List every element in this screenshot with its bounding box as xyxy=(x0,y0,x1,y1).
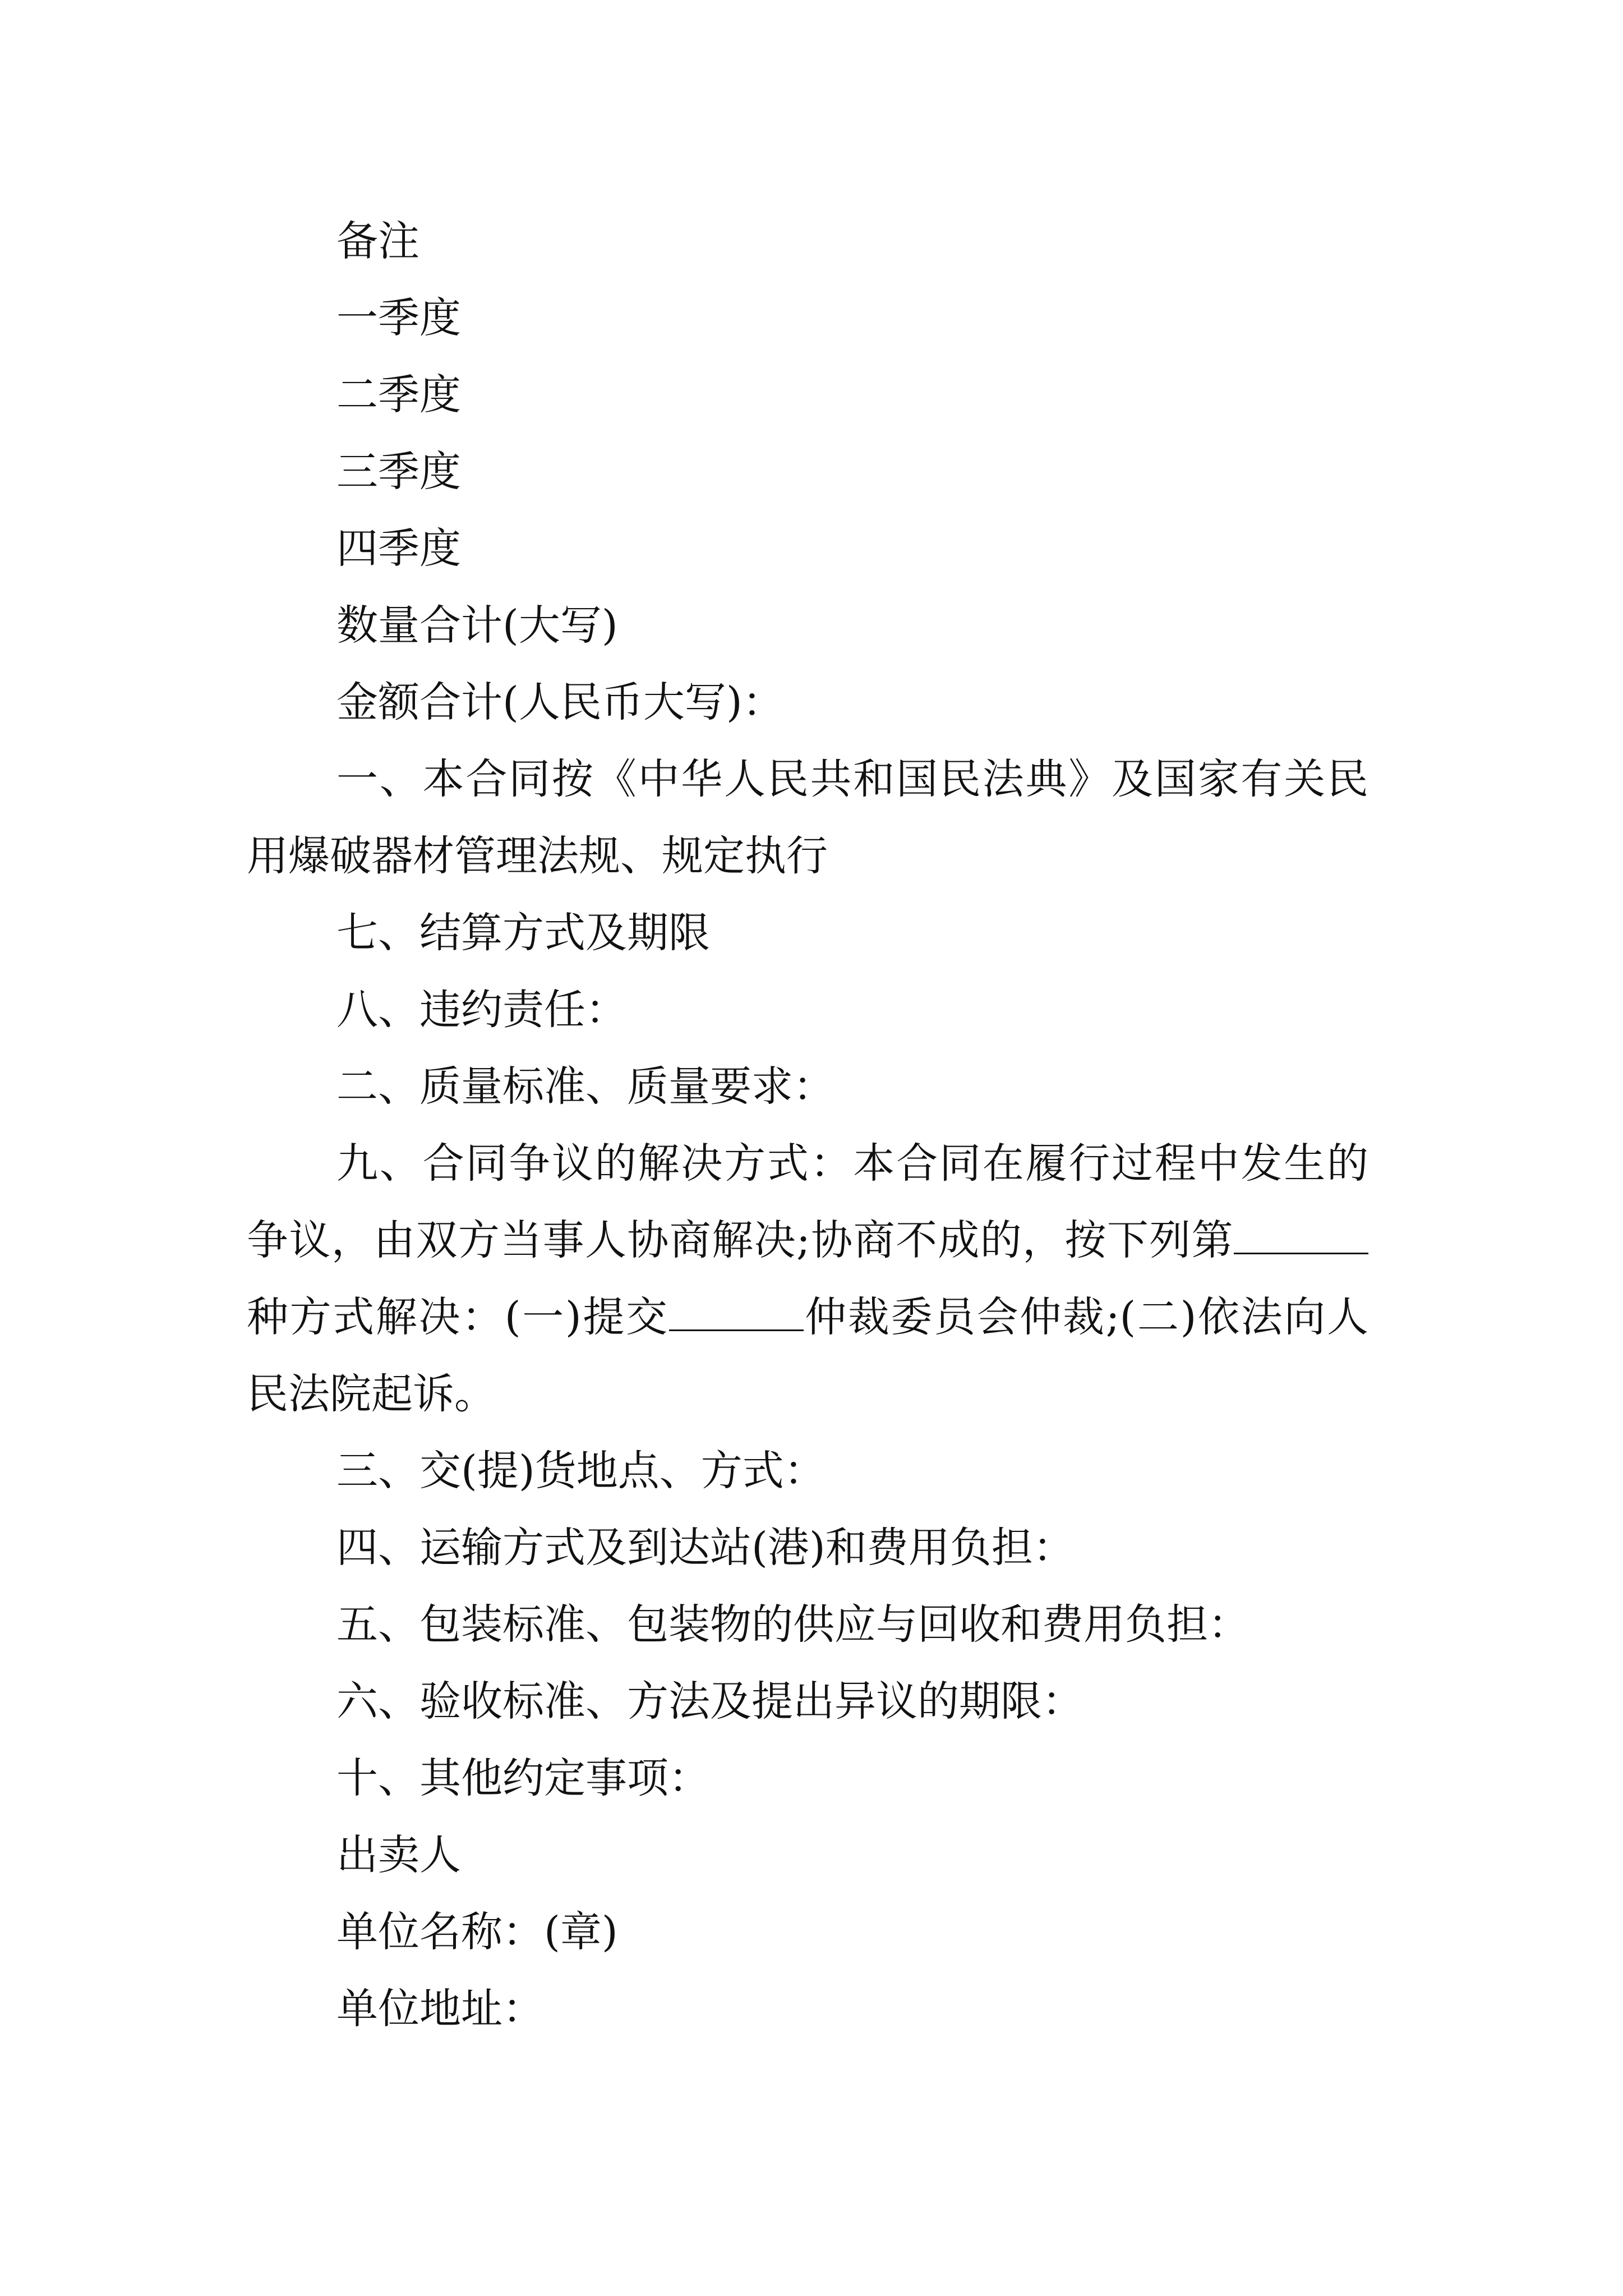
quarter-3-label: 三季度 xyxy=(336,448,461,496)
clause-10: 十、其他约定事项： xyxy=(336,1754,710,1802)
quantity-total-label: 数量合计(大写) xyxy=(336,601,618,650)
seller-title: 出卖人 xyxy=(336,1831,461,1879)
clause-1: 一、本合同按《中华人民共和国民法典》及国家有关民用爆破器材管理法规、规定执行 xyxy=(247,755,1368,880)
clause-2: 二、质量标准、质量要求： xyxy=(336,1062,834,1111)
clause-9-text-2: 种方式解决：(一)提交 xyxy=(247,1293,669,1341)
amount-total-label: 金额合计(人民币大写)： xyxy=(336,678,784,726)
clause-3: 三、交(提)货地点、方式： xyxy=(336,1447,826,1495)
clause-5: 五、包装标准、包装物的供应与回收和费用负担： xyxy=(336,1600,1249,1649)
quarter-1-label: 一季度 xyxy=(336,294,461,342)
seller-unit-address: 单位地址： xyxy=(336,1985,544,2033)
clause-9 xyxy=(247,1125,1368,1433)
clause-7: 七、结算方式及期限 xyxy=(336,909,710,957)
contract-body xyxy=(247,203,1368,2047)
clause-8: 八、违约责任： xyxy=(336,986,627,1034)
clause-9-text-1: 九、合同争议的解决方式：本合同在履行过程中发生的争议，由双方当事人协商解决;协商不成的，按下列第 xyxy=(247,1139,1368,1264)
arbitration-committee-blank xyxy=(669,1296,804,1331)
clause-6: 六、验收标准、方法及提出异议的期限： xyxy=(336,1677,1083,1726)
quarter-2-label: 二季度 xyxy=(336,371,461,419)
quarter-4-label: 四季度 xyxy=(336,524,461,573)
option-number-blank xyxy=(1234,1219,1368,1254)
clause-9-text-3: 仲裁委员会仲裁;(二)依法向人民法院起诉。 xyxy=(247,1293,1368,1418)
seller-unit-name: 单位名称：(章) xyxy=(336,1908,618,1956)
remark-label: 备注 xyxy=(336,217,419,265)
clause-4: 四、运输方式及到达站(港)和费用负担： xyxy=(336,1524,1075,1572)
